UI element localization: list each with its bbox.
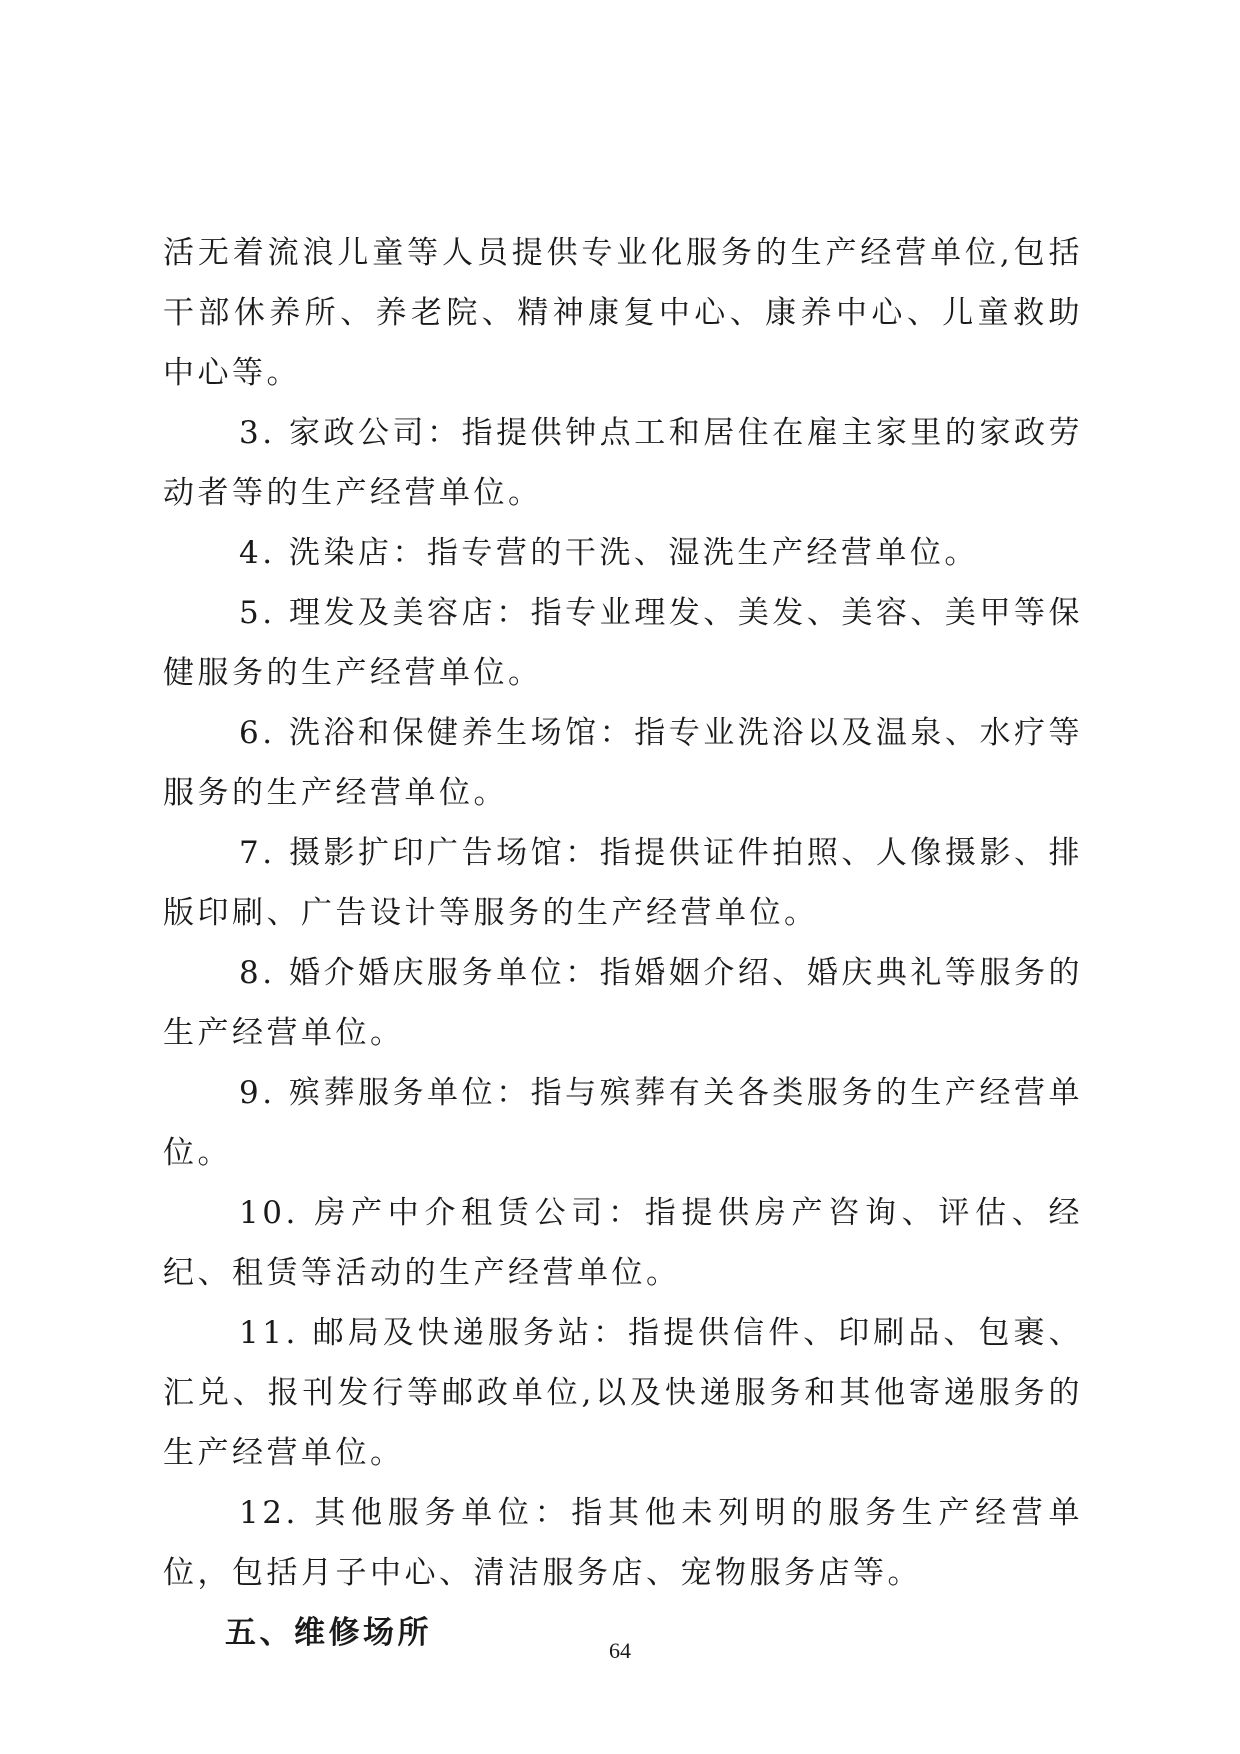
list-item: 4. 洗染店：指专营的干洗、湿洗生产经营单位。 <box>239 535 979 571</box>
list-item: 6. 洗浴和保健养生场馆：指专业洗浴以及温泉、水疗等服务的生产经营单位。 <box>163 715 1083 811</box>
continuation-paragraph: 活无着流浪儿童等人员提供专业化服务的生产经营单位,包括干部休养所、养老院、精神康复中心、康养中心、儿童救助中心等。 <box>163 235 1083 391</box>
list-item: 10. 房产中介租赁公司：指提供房产咨询、评估、经纪、租赁等活动的生产经营单位。 <box>163 1195 1083 1291</box>
list-item: 12. 其他服务单位：指其他未列明的服务生产经营单位，包括月子中心、清洁服务店、宠物服务店等。 <box>163 1495 1083 1591</box>
document-body <box>163 223 1083 1663</box>
page-number: 64 <box>609 1638 631 1663</box>
section-heading: 五、维修场所 <box>225 1615 432 1651</box>
list-item: 8. 婚介婚庆服务单位：指婚姻介绍、婚庆典礼等服务的生产经营单位。 <box>163 955 1083 1051</box>
list-item: 7. 摄影扩印广告场馆：指提供证件拍照、人像摄影、排版印刷、广告设计等服务的生产经营单位。 <box>163 835 1083 931</box>
list-item: 9. 殡葬服务单位：指与殡葬有关各类服务的生产经营单位。 <box>163 1075 1083 1171</box>
list-item: 11. 邮局及快递服务站：指提供信件、印刷品、包裹、汇兑、报刊发行等邮政单位,以及快递服务和其他寄递服务的生产经营单位。 <box>163 1315 1083 1471</box>
list-item: 5. 理发及美容店：指专业理发、美发、美容、美甲等保健服务的生产经营单位。 <box>163 595 1083 691</box>
list-item: 3. 家政公司：指提供钟点工和居住在雇主家里的家政劳动者等的生产经营单位。 <box>163 415 1083 511</box>
